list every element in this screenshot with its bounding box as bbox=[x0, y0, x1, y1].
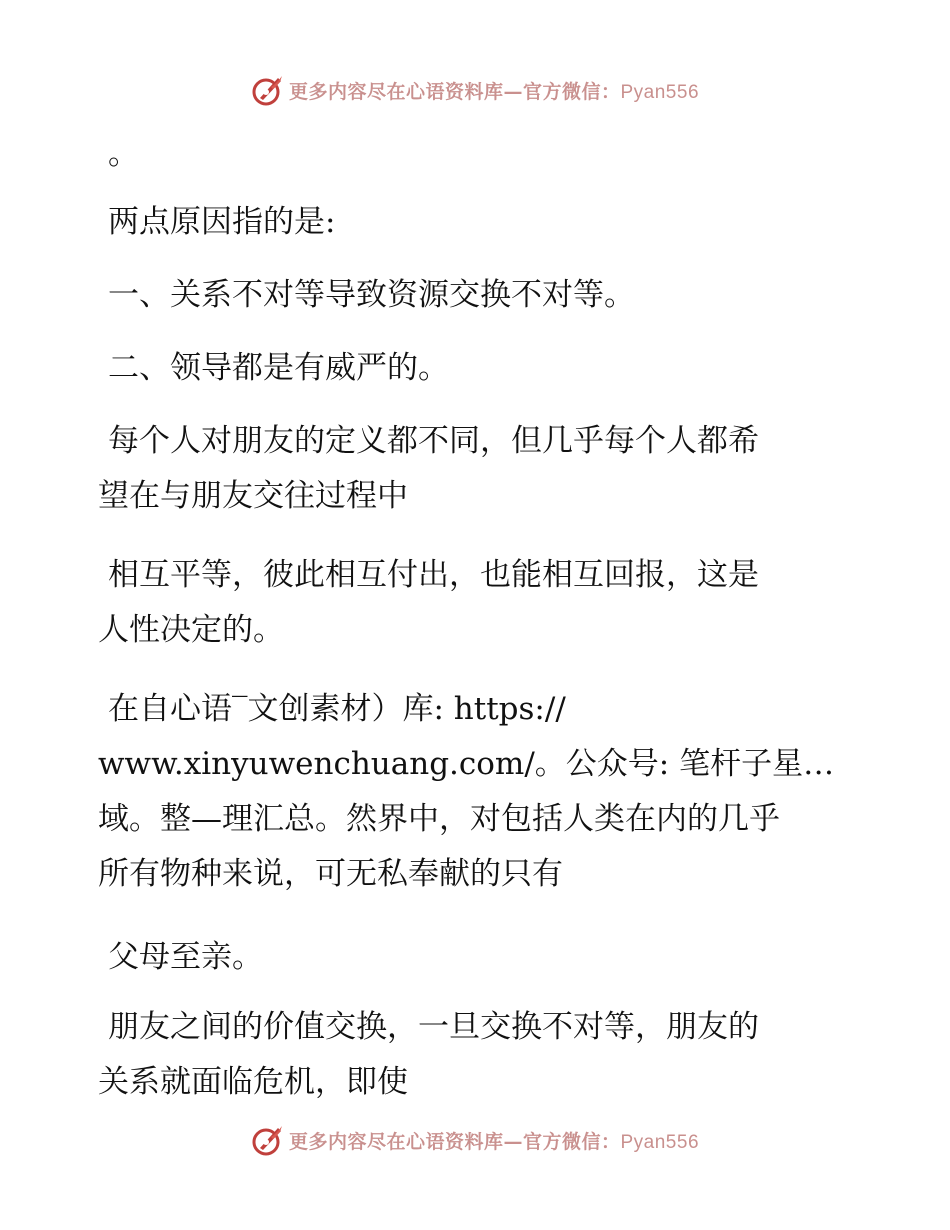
header-wechat-id: Pyan556 bbox=[620, 81, 700, 103]
quill-logo-icon bbox=[251, 1123, 285, 1157]
paragraph-line: 所有物种来说，可无私奉献的只有 bbox=[98, 856, 563, 892]
paragraph-reason-two bbox=[98, 341, 858, 396]
paragraph-friendship-definition bbox=[98, 414, 858, 524]
footer-watermark-text bbox=[289, 1127, 699, 1154]
paragraph-line: 关系就面临危机，即使 bbox=[98, 1064, 408, 1100]
paragraph-line: www.xinyuwenchuang.com/。公众号: 笔杆子星… bbox=[98, 746, 835, 782]
header-watermark-text bbox=[289, 77, 699, 104]
paragraph-line: 望在与朋友交往过程中 bbox=[98, 478, 408, 514]
paragraph-line: 两点原因指的是: bbox=[108, 204, 336, 240]
paragraph-line: 父母至亲。 bbox=[108, 939, 263, 975]
paragraph-fragment bbox=[98, 127, 858, 182]
paragraph-reason-one bbox=[98, 268, 858, 323]
paragraph-line: 相互平等，彼此相互付出，也能相互回报，这是 bbox=[108, 557, 759, 593]
paragraph-line: 朋友之间的价值交换，一旦交换不对等，朋友的 bbox=[108, 1009, 759, 1045]
paragraph-value-exchange bbox=[98, 1000, 858, 1110]
footer-wechat-id: Pyan556 bbox=[620, 1131, 700, 1153]
paragraph-source-note bbox=[98, 682, 858, 902]
footer-watermark bbox=[0, 1120, 950, 1160]
paragraph-line: 域。整—理汇总。然界中，对包括人类在内的几乎 bbox=[98, 801, 780, 837]
paragraph-reasons-intro bbox=[98, 195, 858, 250]
paragraph-mutual-equality bbox=[98, 548, 858, 658]
paragraph-line: 在自心语‾文创素材）库: https:// bbox=[108, 691, 566, 727]
header-wechat-label: 官方微信： bbox=[522, 80, 621, 103]
paragraph-line: 。 bbox=[108, 136, 139, 172]
paragraph-line: 一、关系不对等导致资源交换不对等。 bbox=[108, 277, 635, 313]
footer-wechat-label: 官方微信： bbox=[522, 1130, 621, 1153]
header-watermark bbox=[0, 70, 950, 110]
quill-logo-icon bbox=[251, 73, 285, 107]
header-site-text: 更多内容尽在心语资料库 bbox=[288, 80, 504, 103]
footer-site-text: 更多内容尽在心语资料库 bbox=[288, 1130, 504, 1153]
header-dash: — bbox=[503, 80, 523, 103]
paragraph-line: 人性决定的。 bbox=[98, 612, 284, 648]
paragraph-parents bbox=[98, 930, 858, 985]
paragraph-line: 每个人对朋友的定义都不同，但几乎每个人都希 bbox=[108, 423, 759, 459]
paragraph-line: 二、领导都是有威严的。 bbox=[108, 350, 449, 386]
footer-dash: — bbox=[503, 1130, 523, 1153]
